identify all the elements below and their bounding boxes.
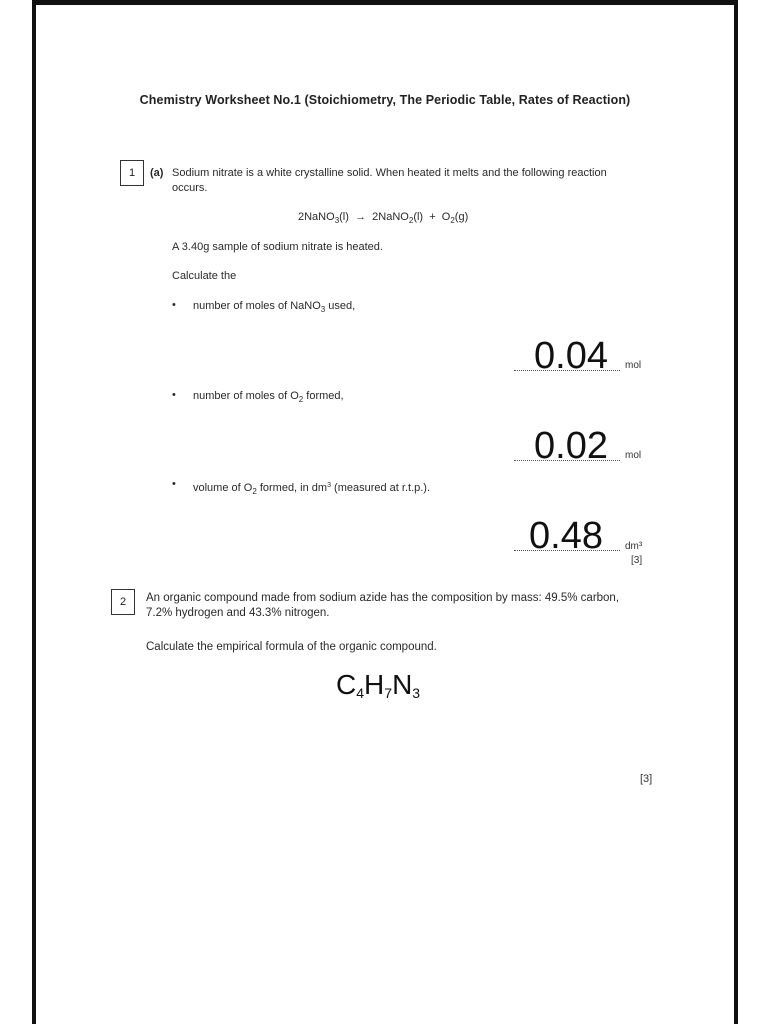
- equation-reactant: 2NaNO: [298, 211, 335, 223]
- worksheet-title: Chemistry Worksheet No.1 (Stoichiometry, The Periodic Table, Rates of Reaction): [139, 93, 631, 107]
- answer-1-unit: mol: [625, 360, 642, 371]
- bullet-2-marker: •: [172, 389, 176, 401]
- formula-nitrogen-count: 3: [412, 685, 421, 701]
- answer-3-unit: dm³: [625, 541, 643, 552]
- question-1-intro-line2: occurs.: [172, 182, 208, 194]
- equation-plus: +: [429, 211, 436, 223]
- bullet-2-text: [193, 389, 344, 407]
- frame-left-border: [0, 0, 36, 1024]
- answer-1-value: 0.04: [534, 335, 608, 377]
- formula-carbon: C: [336, 669, 357, 700]
- bullet-1-text: [193, 299, 355, 317]
- worksheet-page: [36, 5, 734, 1024]
- question-2-number-box: 2: [111, 589, 135, 615]
- equation-product-1-subscript: 2: [408, 216, 414, 225]
- question-1-intro-line1: Sodium nitrate is a white crystalline solid. When heated it melts and the following reaction: [172, 167, 607, 179]
- bullet-3-text-pre: volume of O: [193, 482, 253, 494]
- empirical-formula-answer: [336, 669, 420, 701]
- calculate-the-label: Calculate the: [172, 270, 237, 282]
- question-1-number-box: 1: [120, 160, 144, 186]
- equation-product-2-subscript: 2: [450, 216, 455, 225]
- answer-2-unit: mol: [625, 450, 642, 461]
- equation-reactant-state: (l): [339, 211, 349, 223]
- answer-3-value: 0.48: [529, 515, 603, 557]
- sample-statement: A 3.40g sample of sodium nitrate is heated.: [172, 241, 383, 253]
- formula-carbon-count: 4: [356, 685, 365, 701]
- formula-nitrogen: N: [392, 669, 413, 700]
- bullet-1-subscript: 3: [320, 305, 326, 314]
- bullet-3-text-post: (measured at r.t.p.).: [330, 482, 431, 494]
- question-1-marks: [3]: [631, 555, 643, 566]
- equation-product-2-state: (g): [454, 211, 469, 223]
- bullet-1-text-pre: number of moles of NaNO: [193, 300, 321, 312]
- question-1-part-label: (a): [150, 167, 164, 179]
- bullet-3-text: [193, 478, 430, 499]
- bullet-3-marker: •: [172, 478, 176, 490]
- question-2-line1: An organic compound made from sodium azide has the composition by mass: 49.5% carbon,: [146, 592, 620, 604]
- bullet-2-text-pre: number of moles of O: [193, 390, 299, 402]
- question-2-line2: 7.2% hydrogen and 43.3% nitrogen.: [146, 607, 330, 619]
- bullet-1-marker: •: [172, 299, 176, 311]
- equation-arrow: →: [355, 211, 367, 223]
- equation-product-2: O: [441, 211, 451, 223]
- formula-hydrogen-count: 7: [384, 685, 393, 701]
- equation-product-1-state: (l): [413, 211, 424, 223]
- bullet-3-text-mid: formed, in dm: [256, 482, 328, 494]
- equation-reactant-subscript: 3: [334, 216, 340, 225]
- answer-2-value: 0.02: [534, 425, 608, 467]
- bullet-2-subscript: 2: [298, 395, 304, 404]
- question-2-marks: [3]: [640, 773, 653, 785]
- bullet-2-text-post: formed,: [303, 390, 344, 402]
- question-2-calculate: Calculate the empirical formula of the organic compound.: [146, 641, 437, 653]
- frame-right-border: [734, 0, 768, 1024]
- reaction-equation: [298, 210, 468, 228]
- bullet-3-superscript: 3: [327, 482, 331, 489]
- bullet-1-text-post: used,: [325, 300, 356, 312]
- formula-hydrogen: H: [364, 669, 385, 700]
- equation-product-1: 2NaNO: [372, 211, 409, 223]
- bullet-3-subscript: 2: [252, 487, 257, 496]
